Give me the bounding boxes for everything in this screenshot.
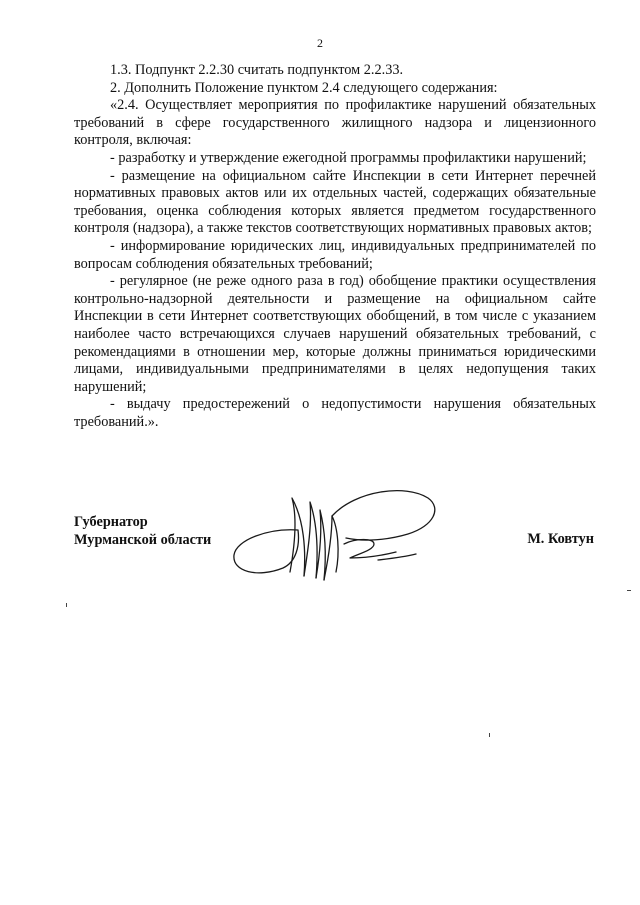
signatory-title [74,514,211,549]
scan-speck [489,733,490,737]
paragraph-1-3: 1.3. Подпункт 2.2.30 считать подпунктом 2.2.33. [110,62,404,78]
list-item-publication: - размещение на официальном сайте Инспекции в сети Интернет перечней нормативных правовых актов или их отдельных частей, содержащих обязательные требования, оценка соблюдения которых является предметом государственного контроля (надзора), а также текстов соответствующих нормативных правовых актов; [74,167,596,237]
list-item-program: - разработку и утверждение ежегодной программы профилактики нарушений; [110,149,587,166]
scan-speck [66,603,67,607]
signatory-title-line2: Мурманской области [74,531,212,548]
list-item-informing: - информирование юридических лиц, индивидуальных предпринимателей по вопросам соблюдения обязательных требований; [74,237,596,272]
paragraph-2-4: «2.4. Осуществляет мероприятия по профилактике нарушений обязательных требований в сфере государственного жилищного надзора и лицензионного контроля, включая: [74,97,596,149]
list-item-warnings: - выдачу предостережений о недопустимости нарушения обязательных требований.». [74,396,596,430]
list-item-generalization: - регулярное (не реже одного раза в год) обобщение практики осуществления контрольно-надзорной деятельности и размещение на официальном сайте Инспекции в сети Интернет соответствующих обобщений, в том числе с указанием наиболее часто встречающихся случаев нарушений обязательных требований, с рекомендациями в отношении мер, которые должны приниматься юридическими лицами, индивидуальными предпринимателями в целях недопущения таких нарушений; [74,273,596,395]
signatory-name: М. Ковтун [527,531,594,547]
signatory-title-line1: Губернатор [74,514,148,530]
page-number: 2 [317,36,323,50]
scan-speck [627,590,631,591]
handwritten-signature [228,480,448,590]
document-body [74,62,596,431]
paragraph-2: 2. Дополнить Положение пунктом 2.4 следующего содержания: [110,79,498,96]
